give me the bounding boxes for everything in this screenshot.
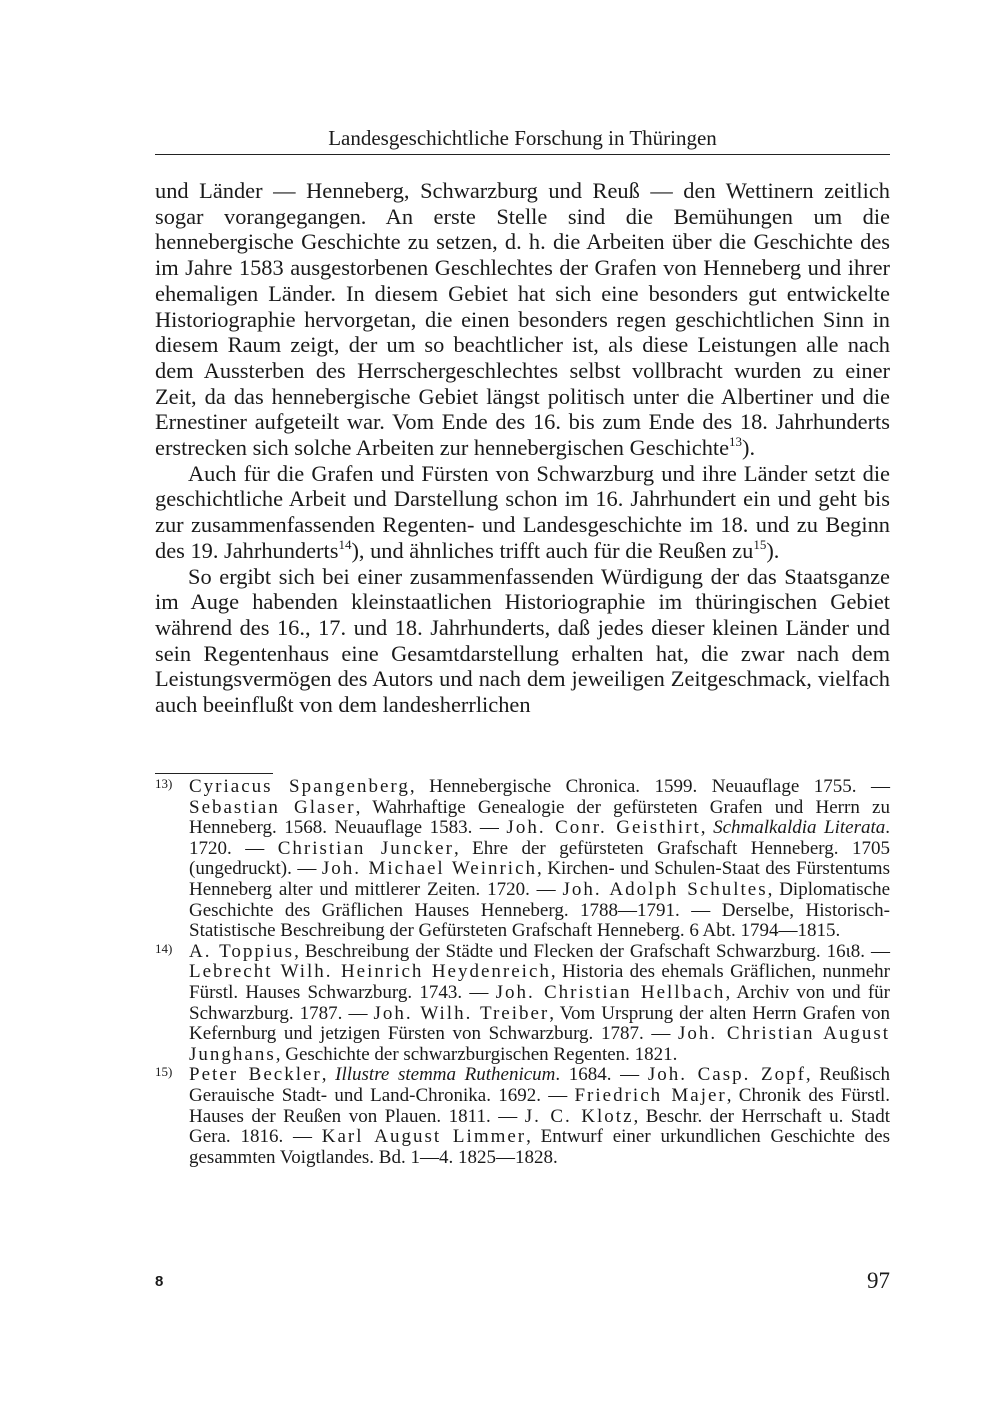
- citation: ,: [321, 1064, 336, 1086]
- footnote-13: [155, 777, 890, 942]
- author: Karl August Limmer: [321, 1126, 527, 1148]
- citation: , Chronik des Fürstl. Hauses der Reußen von Plauen. 1811. —: [189, 1084, 891, 1127]
- citation: , Beschreibung der Städte und Flecken der Grafschaft Schwarzburg. 16ι8. —: [294, 940, 890, 962]
- footnote-ref-13: 13: [729, 434, 743, 450]
- paragraph-1: [155, 178, 890, 461]
- author: Joh. Conr. Geisthirt: [506, 817, 701, 839]
- footnote-ref-14: 14: [338, 536, 352, 552]
- paragraph-1-text: und Länder — Henneberg, Schwarzburg und Reuß — den Wettinern zeitlich sogar vorangegangen. An erste Stelle sind die Bemühungen um die hennebergische Geschichte zu setzen, d. h. die Arbeiten über die Geschichte des im Jahre 1583 ausgestorbenen Geschlechtes der Grafen von Henneberg und ihrer ehemaligen Länder. In diesem Gebiet hat sich eine besonders gut entwickelte Historiographie hervorgetan, die einen besonders regen geschichtlichen Sinn in diesem Raum zeigt, der um so beachtlicher ist, als diese Leistungen alle nach dem Aussterben des Herrschergeschlechtes selbst vollbracht wurden zu einer Zeit, da das hennebergische Gebiet längst politisch unter die Albertiner und die Ernestiner aufgeteilt war. Vom Ende des 16. bis zum Ende des 18. Jahrhunderts erstrecken sich solche Arbeiten zur hennebergischen Geschichte: [155, 178, 890, 461]
- author: Joh. Wilh. Treiber: [373, 1002, 550, 1024]
- citation: , Reußisch Gerauische Stadt- und Land-Chronika. 1692. —: [189, 1064, 891, 1106]
- citation: , Entwurf einer urkundlichen Geschichte des gesammten Voigtlandes. Bd. 1—4. 1825—1828.: [189, 1126, 891, 1168]
- main-text: [155, 178, 890, 718]
- running-title: Landesgeschichtliche Forschung in Thüringen: [328, 126, 717, 150]
- author: Sebastian Glaser: [189, 796, 356, 818]
- citation: , Diplomatische Geschichte des Gräflichen Hauses Henneberg. 1788—1791. — Derselbe, Historisch-Statistische Beschreibung der Gefürsteten Grafschaft Henneberg. 6 Abt. 1794—1815.: [189, 878, 891, 942]
- author: J. C. Klotz: [524, 1105, 634, 1127]
- page-number: 97: [867, 1268, 890, 1293]
- author: Joh. Christian August Junghans: [189, 1023, 891, 1065]
- citation: , Historia des ehemals Gräflichen, nunmehr Fürstl. Hauses Schwarzburg. 1743. —: [189, 961, 890, 1003]
- citation: , Archiv von und für Schwarzburg. 1787. —: [189, 981, 891, 1024]
- footnotes: [155, 777, 890, 1168]
- citation: , Hennebergische Chronica. 1599. Neuauflage 1755. —: [409, 776, 891, 797]
- paragraph-2-text-b: ), und ähnliches trifft auch für die Reußen zu: [351, 537, 754, 563]
- citation: , Beschr. der Herrschaft u. Stadt Gera. 1816. —: [189, 1105, 890, 1148]
- paragraph-3: [155, 564, 890, 718]
- citation: , Wahrhaftige Genealogie der gefürsteten Grafen und Herrn zu Henneberg. 1568. Neuauflage 1583. —: [189, 796, 890, 839]
- footnote-ref-15: 15: [753, 536, 767, 552]
- paragraph-2-end: ).: [766, 537, 780, 563]
- citation: , Ehre der gefürsteten Grafschaft Henneberg. 1705 (ungedruckt). —: [189, 837, 890, 880]
- citation: , Geschichte der schwarzburgischen Regenten. 1821.: [275, 1043, 678, 1065]
- citation: , Kirchen- und Schulen-Staat des Fürstentums Henneberg alter und mittlerer Zeiten. 1720. —: [189, 858, 890, 900]
- footnote-number: 15): [155, 1064, 173, 1080]
- footnote-number: 13): [155, 776, 173, 791]
- author: Joh. Casp. Zopf: [647, 1064, 806, 1086]
- title-italic: Illustre stemma Ruthenicum: [335, 1064, 556, 1086]
- author: A. Toppius: [189, 940, 295, 962]
- paragraph-1-end: ).: [742, 435, 756, 461]
- author: Cyriacus Spangenberg: [189, 776, 410, 797]
- author: Friedrich Majer: [574, 1084, 727, 1106]
- citation: . 1684. —: [555, 1064, 648, 1086]
- paragraph-2: [155, 461, 890, 564]
- title-italic: Schmalkaldia Literata: [713, 817, 886, 839]
- footnote-separator: [155, 773, 273, 774]
- author: Joh. Christian Hellbach: [495, 981, 726, 1003]
- footnote-number: 14): [155, 940, 173, 956]
- author: Lebrecht Wilh. Heinrich Heydenreich: [189, 961, 551, 983]
- author: Christian Juncker: [277, 837, 454, 859]
- author: Peter Beckler: [189, 1064, 322, 1086]
- citation: . 1720. —: [189, 817, 891, 859]
- citation: , Vom Ursprung der alten Herrn Grafen von Kefernburg und jetzigen Fürsten von Schwarzburg. 1787. —: [189, 1002, 890, 1045]
- footnote-15: [155, 1065, 890, 1168]
- header-rule: [155, 154, 890, 155]
- citation: ,: [700, 817, 714, 839]
- author: Joh. Michael Weinrich: [321, 858, 538, 880]
- paragraph-2-text-a: Auch für die Grafen und Fürsten von Schwarzburg und ihre Länder setzt die geschichtliche Arbeit und Darstellung schon im 16. Jahrhundert ein und geht bis zur zusammenfassenden Regenten- und Landesgeschichte im 18. und zu Beginn des 19. Jahrhunderts: [155, 460, 890, 563]
- paragraph-3-text: So ergibt sich bei einer zusammenfassenden Würdigung der das Staatsganze im Auge habenden kleinstaatlichen Historiographie im thüringischen Gebiet während des 16., 17. und 18. Jahrhunderts, daß jedes dieser kleinen Länder und sein Regentenhaus eine Gesamtdarstellung erhalten hat, die zwar nach dem Leistungsvermögen des Autors und nach dem jeweiligen Zeitgeschmack, vielfach auch beeinflußt von dem landesherrlichen: [155, 563, 890, 718]
- printer-signature: 8: [155, 1273, 164, 1290]
- author: Joh. Adolph Schultes: [562, 878, 768, 900]
- footnote-14: [155, 942, 890, 1066]
